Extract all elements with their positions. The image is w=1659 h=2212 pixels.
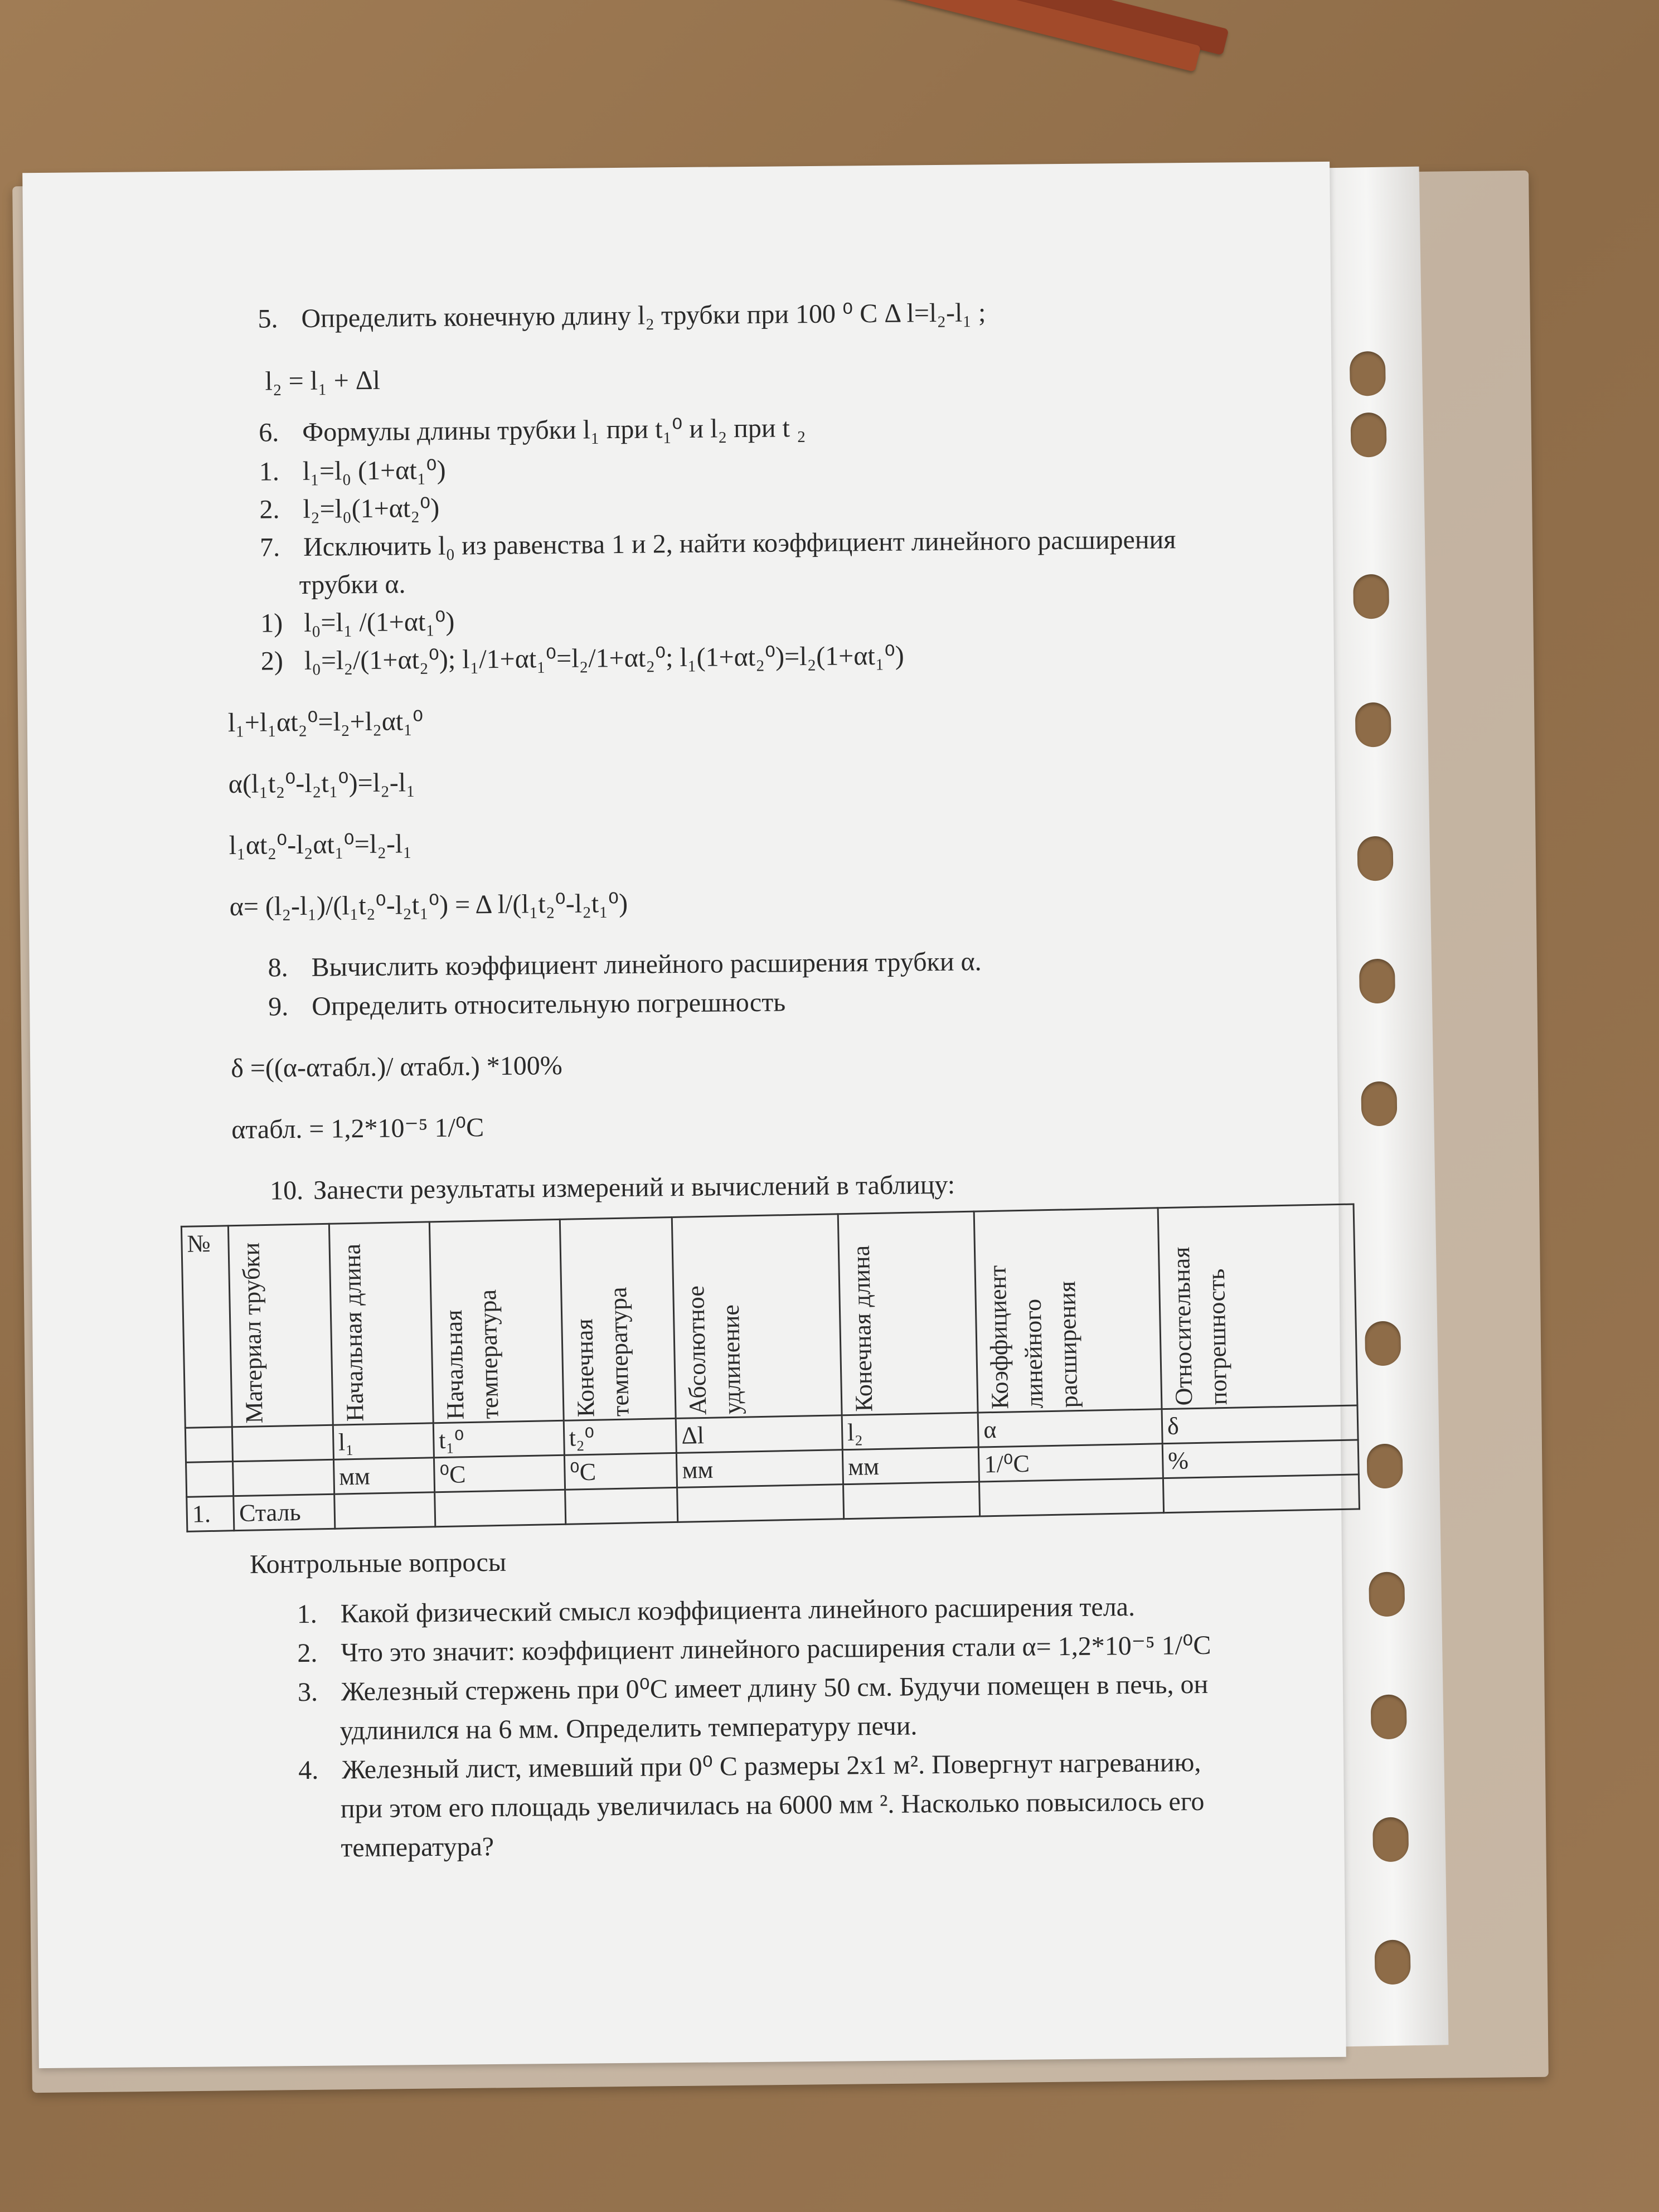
- table-cell: t₂⁰: [564, 1418, 677, 1455]
- table-cell: [186, 1462, 234, 1497]
- questions-title: Контрольные вопросы: [249, 1547, 507, 1579]
- formula-l2: l₂ = l₁ + Δl: [265, 365, 381, 396]
- punch-hole: [1369, 1571, 1405, 1617]
- equation-delta: δ =((α-αтабл.)/ αтабл.) *100%: [231, 1050, 562, 1084]
- equation-alpha: α= (l₂-l₁)/(l₁t₂⁰-l₂t₁⁰) = Δ l/(l₁t₂⁰-l₂t₁⁰): [229, 888, 628, 922]
- punch-hole: [1372, 1817, 1409, 1862]
- item-7-cont: трубки α.: [299, 569, 406, 600]
- table-cell: 1/⁰C: [978, 1444, 1163, 1482]
- item-9: 9. Определить относительную погрешность: [268, 987, 786, 1022]
- table-header-cell: №: [181, 1226, 232, 1428]
- item-6: 6. Формулы длины трубки l₁ при t₁⁰ и l₂ при t ₂: [259, 413, 806, 448]
- table-cell: [677, 1485, 844, 1522]
- table-cell: мм: [842, 1447, 979, 1485]
- table-header-cell: Абсолютное удлинение: [672, 1214, 842, 1419]
- table-cell: [185, 1427, 232, 1463]
- question-4-cont: температура?: [341, 1832, 494, 1863]
- results-table: [181, 1204, 1360, 1532]
- document-page: [22, 162, 1346, 2068]
- table-header-cell: Относительная погрешность: [1158, 1204, 1357, 1409]
- table-header-cell: Конечная температура: [560, 1217, 676, 1421]
- question-4-cont: при этом его площадь увеличилась на 6000 мм ². Насколько повысилось его: [340, 1786, 1205, 1824]
- table-cell: ⁰C: [564, 1453, 677, 1490]
- table-cell: l₂: [842, 1413, 978, 1450]
- punch-hole: [1355, 702, 1391, 748]
- table-cell: ⁰C: [434, 1455, 565, 1492]
- table-cell: %: [1162, 1440, 1359, 1478]
- item-6-2: 2. l₂=l₀(1+αt₂⁰): [259, 493, 440, 525]
- table-cell: Δl: [676, 1415, 842, 1453]
- punch-hole: [1371, 1694, 1407, 1739]
- item-8: 8. Вычислить коэффициент линейного расширения трубки α.: [268, 947, 982, 983]
- item-6-1: 1. l₁=l₀ (1+αt₁⁰): [259, 455, 446, 487]
- equation-2: α(l₁t₂⁰-l₂t₁⁰)=l₂-l₁: [228, 768, 416, 799]
- table-cell: Сталь: [234, 1494, 334, 1530]
- equation-alpha-table: αтабл. = 1,2*10⁻⁵ 1/⁰C: [231, 1113, 484, 1145]
- table-header-cell: Коэффициент линейного расширения: [974, 1208, 1162, 1413]
- table-cell: 1.: [187, 1496, 234, 1532]
- item-10: 10. Занести результаты измерений и вычислений в таблицу:: [269, 1170, 955, 1206]
- table-cell: [435, 1490, 566, 1526]
- punch-hole: [1357, 836, 1393, 881]
- table-cell: мм: [677, 1450, 843, 1488]
- equation-3: l₁αt₂⁰-l₂αt₁⁰=l₂-l₁: [229, 829, 413, 861]
- question-2: 2. Что это значит: коэффициент линейного расширения стали α= 1,2*10⁻⁵ 1/⁰C: [297, 1630, 1211, 1668]
- table-cell: [334, 1492, 435, 1529]
- table-cell: [565, 1487, 678, 1524]
- table-cell: [232, 1425, 333, 1461]
- punch-hole: [1353, 574, 1389, 619]
- table-cell: [233, 1459, 334, 1496]
- item-5: 5. Определить конечную длину l₂ трубки при 100 ⁰ C Δ l=l₂-l₁ ;: [258, 298, 986, 334]
- table-header-cell: Начальная температура: [429, 1219, 564, 1423]
- punch-hole: [1350, 413, 1386, 458]
- punch-hole: [1365, 1321, 1401, 1366]
- question-3: 3. Железный стержень при 0⁰C имеет длину 50 см. Будучи помещен в печь, он: [297, 1669, 1209, 1707]
- table-cell: α: [978, 1409, 1162, 1447]
- punch-hole: [1350, 351, 1386, 396]
- table-cell: l₁: [333, 1423, 434, 1459]
- table-cell: [979, 1478, 1164, 1516]
- item-7: 7. Исключить l₀ из равенства 1 и 2, найти коэффициент линейного расширения: [259, 525, 1176, 562]
- table-cell: [843, 1482, 979, 1519]
- item-7-1: 1) l₀=l₁ /(1+αt₁⁰): [260, 607, 455, 638]
- punch-hole: [1359, 959, 1395, 1004]
- punch-hole: [1374, 1939, 1410, 1985]
- equation-1: l₁+l₁αt₂⁰=l₂+l₂αt₁⁰: [227, 706, 424, 738]
- question-3-cont: удлинился на 6 мм. Определить температуру печи.: [339, 1711, 918, 1746]
- table-header-cell: Конечная длина: [838, 1211, 978, 1415]
- table-header-cell: Начальная длина: [329, 1222, 433, 1425]
- table-header-row: [181, 1204, 1357, 1428]
- table-cell: t₁⁰: [433, 1420, 564, 1457]
- table-cell: δ: [1162, 1405, 1358, 1444]
- item-7-2: 2) l₀=l₂/(1+αt₂⁰); l₁/1+αt₁⁰=l₂/1+αt₂⁰; l₁(1+αt₂⁰)=l₂(1+αt₁⁰): [260, 641, 904, 676]
- punch-hole: [1361, 1081, 1397, 1127]
- table-cell: мм: [333, 1458, 434, 1494]
- question-4: 4. Железный лист, имевший при 0⁰ C размеры 2x1 м². Повергнут нагреванию,: [298, 1747, 1201, 1786]
- table-cell: [1163, 1474, 1359, 1513]
- punch-hole: [1367, 1443, 1403, 1488]
- question-1: 1. Какой физический смысл коэффициента линейного расширения тела.: [297, 1592, 1136, 1629]
- table-header-cell: Материал трубки: [229, 1224, 333, 1427]
